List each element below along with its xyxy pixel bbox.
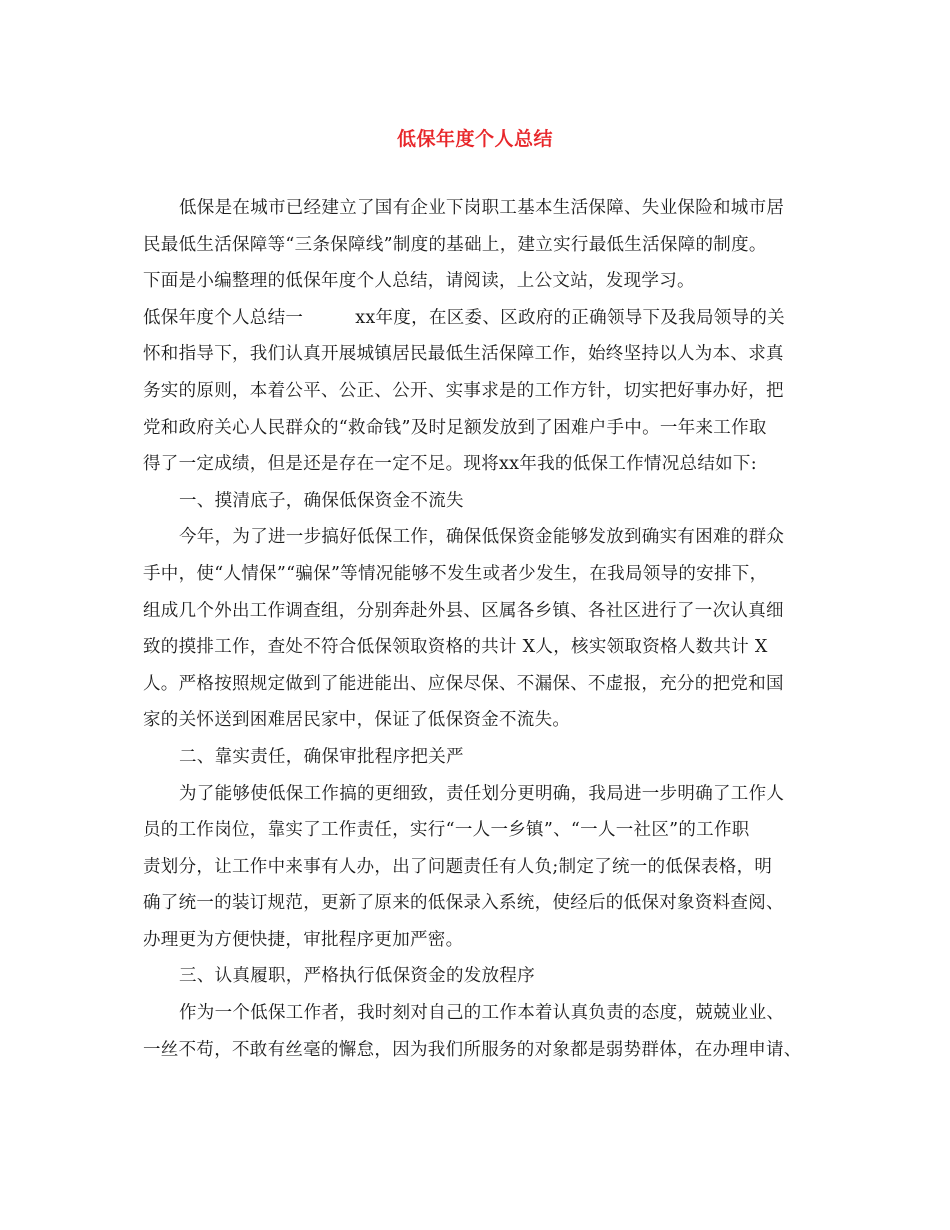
- paragraph-line: 家的关怀送到困难居民家中，保证了低保资金不流失。: [143, 710, 571, 731]
- paragraph-line: 员的工作岗位，靠实了工作责任，实行“一人一乡镇”、“一人一社区”的工作职: [143, 820, 750, 841]
- section-heading-one: 低保年度个人总结一: [143, 307, 304, 328]
- paragraph-line: 党和政府关心人民群众的“救命钱”及时足额发放到了困难户手中。一年来工作取: [143, 417, 767, 438]
- document-body: [143, 190, 823, 1068]
- paragraph-line: 下面是小编整理的低保年度个人总结，请阅读，上公文站，发现学习。: [143, 271, 695, 292]
- paragraph-text: xx年度，在区委、区政府的正确领导下及我局领导的关: [355, 307, 785, 328]
- document-title: 低保年度个人总结: [396, 128, 553, 150]
- section-heading: 一、摸清底子，确保低保资金不流失: [179, 490, 464, 511]
- paragraph-line: [143, 300, 823, 337]
- paragraph-line: 办理更为方便快捷，审批程序更加严密。: [143, 929, 464, 950]
- paragraph-line: 民最低生活保障等“三条保障线”制度的基础上，建立实行最低生活保障的制度。: [143, 234, 767, 255]
- paragraph-line: 一丝不苟，不敢有丝毫的懈怠，因为我们所服务的对象都是弱势群体，在办理申请、: [143, 1039, 802, 1060]
- section-heading: 二、靠实责任，确保审批程序把关严: [179, 746, 464, 767]
- paragraph-line: 为了能够使低保工作搞的更细致，责任划分更明确，我局进一步明确了工作人: [179, 783, 785, 804]
- paragraph-line: 组成几个外出工作调查组，分别奔赴外县、区属各乡镇、各社区进行了一次认真细: [143, 600, 784, 621]
- paragraph-line: 致的摸排工作，查处不符合低保领取资格的共计 X人，核实领取资格人数共计 X: [143, 637, 768, 658]
- paragraph-line: 得了一定成绩，但是还是存在一定不足。现将xx年我的低保工作情况总结如下:: [143, 454, 757, 475]
- paragraph-line: 作为一个低保工作者，我时刻对自己的工作本着认真负责的态度，兢兢业业、: [179, 1003, 785, 1024]
- paragraph-line: 怀和指导下，我们认真开展城镇居民最低生活保障工作，始终坚持以人为本、求真: [143, 344, 784, 365]
- paragraph-line: 人。严格按照规定做到了能进能出、应保尽保、不漏保、不虚报，充分的把党和国: [143, 673, 784, 694]
- paragraph-line: 手中，使“人情保”“骗保”等情况能够不发生或者少发生，在我局领导的安排下，: [143, 563, 768, 584]
- paragraph-line: 务实的原则，本着公平、公正、公开、实事求是的工作方针，切实把好事办好，把: [143, 380, 784, 401]
- paragraph-line: 责划分，让工作中来事有人办，出了问题责任有人负;制定了统一的低保表格，明: [143, 856, 773, 877]
- paragraph-line: 确了统一的装订规范，更新了原来的低保录入系统，使经后的低保对象资料查阅、: [143, 893, 784, 914]
- section-heading: 三、认真履职，严格执行低保资金的发放程序: [179, 966, 535, 987]
- paragraph-line: 低保是在城市已经建立了国有企业下岗职工基本生活保障、失业保险和城市居: [179, 198, 785, 218]
- paragraph-line: 今年，为了进一步搞好低保工作，确保低保资金能够发放到确实有困难的群众: [179, 527, 785, 548]
